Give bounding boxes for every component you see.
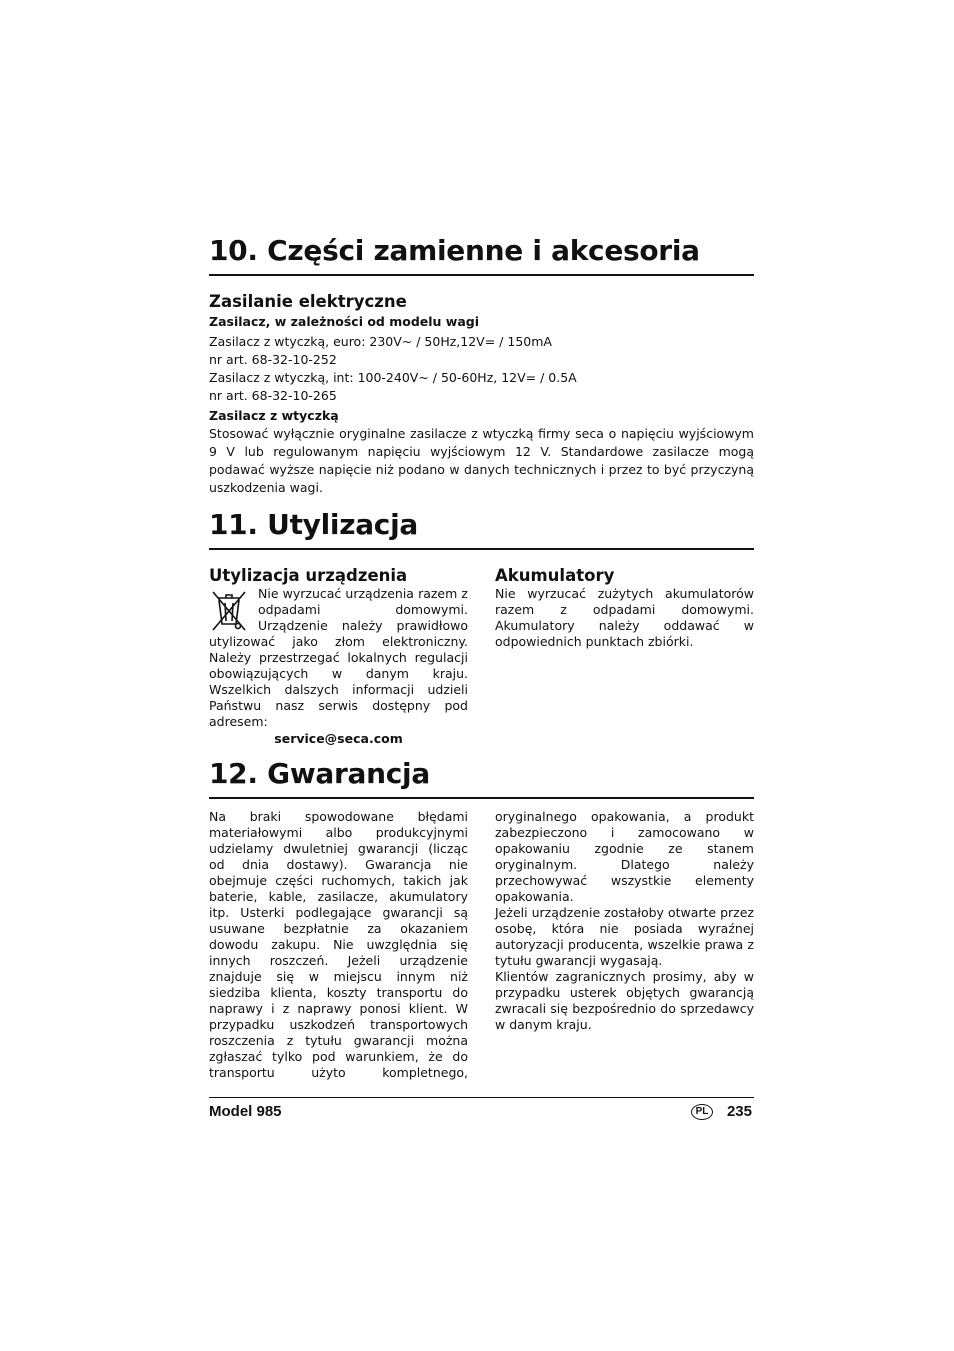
battery-disposal-column	[495, 566, 754, 748]
batteries-heading: Akumulatory	[495, 566, 615, 585]
footer-right	[691, 1103, 754, 1120]
model-name: Model 985	[209, 1103, 282, 1120]
warranty-right-column	[495, 809, 754, 1081]
adapter-warning-text: Stosować wyłącznie oryginalne zasilacze z wtyczką firmy seca o napięciu wyjściowym 9 V lub regulowanym napięciu wyjściowym 12 V. Standardowe zasilacze mogą podawać wyższe napięcie niż podano w danych technicznych i przez to być przyczyną uszkodzenia wagi.	[209, 426, 754, 495]
service-email: service@seca.com	[274, 731, 403, 746]
adapter-euro-article: nr art. 68-32-10-252	[209, 352, 337, 367]
language-badge: PL	[691, 1104, 713, 1120]
adapter-euro-spec: Zasilacz z wtyczką, euro: 230V~ / 50Hz,12V= / 150mA	[209, 334, 552, 349]
warranty-packaging-text: oryginalnego opakowania, a produkt zabezpieczono i zamocowano w opakowaniu zgodnie ze stanem oryginalnym. Dlatego należy przechowywać wszystkie elementy opakowania.	[495, 809, 754, 904]
device-disposal-text: Nie wyrzucać urządzenia razem z odpadami domowymi. Urządzenie należy prawidłowo utylizować jako złom elektroniczny. Należy przestrzegać lokalnych regulacji obowiązujących w danym kraju. Wszelkich dalszych informacji udzieli Państwu nasz serwis dostępny pod adresem:	[209, 586, 468, 729]
warranty-foreign-clients-text: Klientów zagranicznych prosimy, aby w przypadku usterek objętych gwarancją zwracali się bezpośrednio do sprzedawcy w danym kraju.	[495, 969, 754, 1032]
device-disposal-column	[209, 566, 468, 748]
crossed-out-bin-icon	[209, 588, 249, 632]
disposal-columns	[209, 566, 754, 748]
device-disposal-heading: Utylizacja urządzenia	[209, 566, 408, 585]
power-supply-heading: Zasilanie elektryczne	[209, 292, 407, 311]
warranty-text-left: Na braki spowodowane błędami materiałowymi albo produkcyjnymi udzielamy dwuletniej gwarancji (licząc od dnia dostawy). Gwarancja nie obejmuje części ruchomych, takich jak baterie, kable, zasilacze, akumulatory itp. Usterki podlegające gwarancji są usuwane bezpłatnie za okazaniem dowodu zakupu. Nie uwzględnia się innych roszczeń. Jeżeli urządzenie znajduje się w miejscu innym niż siedziba klienta, koszty transportu do naprawy i z naprawy ponosi klient. W przypadku uszkodzeń transportowych roszczenia z tytułu gwarancji można zgłaszać tylko pod warunkiem, że do transportu użyto kompletnego,	[209, 809, 468, 1080]
page-number: 235	[726, 1103, 752, 1120]
section-10-title: 10. Części zamienne i akcesoria	[209, 232, 754, 276]
page-footer	[209, 1097, 754, 1120]
section-11-title: 11. Utylizacja	[209, 506, 754, 550]
warranty-authorization-text: Jeżeli urządzenie zostałoby otwarte przez osobę, która nie posiada wyraźnej autoryzacji producenta, wszelkie prawa z tytułu gwarancji wygasają.	[495, 905, 754, 968]
page-content	[209, 232, 754, 1081]
adapter-int-article: nr art. 68-32-10-265	[209, 388, 337, 403]
warranty-left-column	[209, 809, 468, 1081]
warranty-columns	[209, 809, 754, 1081]
plug-adapter-heading: Zasilacz z wtyczką	[209, 408, 339, 423]
adapter-int-spec: Zasilacz z wtyczką, int: 100-240V~ / 50-60Hz, 12V= / 0.5A	[209, 370, 577, 385]
batteries-text: Nie wyrzucać zużytych akumulatorów razem z odpadami domowymi. Akumulatory należy oddawać w odpowiednich punktach zbiórki.	[495, 586, 754, 649]
section-12-title: 12. Gwarancja	[209, 755, 754, 799]
power-adapter-model-heading: Zasilacz, w zależności od modelu wagi	[209, 314, 480, 329]
